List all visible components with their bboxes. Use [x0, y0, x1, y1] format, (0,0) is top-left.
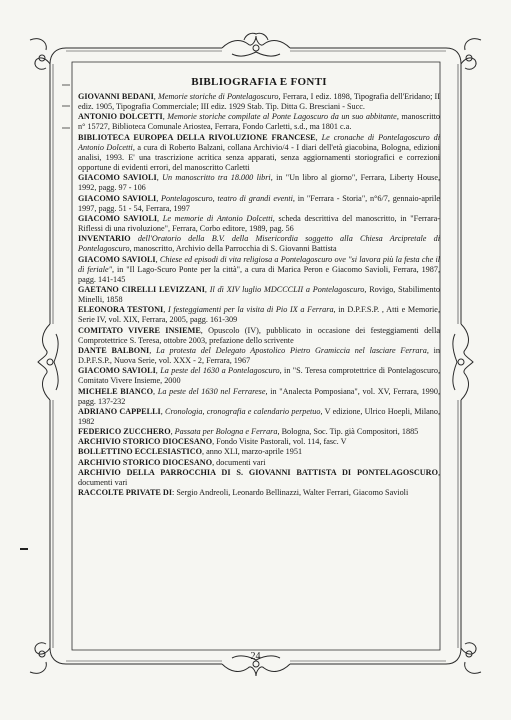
entry-author: ARCHIVIO STORICO DIOCESANO	[78, 457, 213, 467]
entry-details: , Ferrara, I ediz. 1898, Tipografia dell'Eridano; II ediz. 1905, Tipografia Commerciale; III ediz. 1929 Stab. Tip. Ditta G. Bresciani - Succ.	[78, 92, 441, 112]
entry-author: GIACOMO SAVIOLI	[78, 213, 158, 223]
entry-details: , manoscritto n° 15727, Biblioteca Comunale Ariostea, Ferrara, Fondo Carletti, s.d., ma 1801 c.a.	[78, 112, 441, 132]
entry-details: Fondo Visite Pastorali, vol. 114, fasc. V	[216, 437, 347, 447]
entry-separator: ,	[204, 284, 210, 294]
bibliography-entry	[78, 458, 440, 468]
entry-author: GIOVANNI BEDANI	[78, 92, 154, 101]
entry-separator: ,	[437, 467, 440, 477]
entry-details: , V edizione, Ulrico Hoepli, Milano, 1982	[78, 406, 440, 426]
entry-separator: ,	[160, 406, 166, 416]
entry-details: , in "Analecta Pomposiana", vol. XV, Ferrara, 1990, pagg. 137-232	[78, 386, 440, 406]
entry-title: Cronologia, cronografia e calendario perpetuo	[165, 406, 321, 416]
entry-details: Opuscolo (IV), pubblicato in occasione dei festeggiamenti della Comprotettrice S. Teresa, ottobre 2003, prefazione dello scrivente	[78, 325, 440, 345]
bibliography-entry	[78, 255, 440, 285]
entry-separator: ,	[202, 447, 207, 457]
entry-details: , in D.P.F.S.P. , Atti e Memorie, Serie IV, vol. XIX, Ferrara, 2005, pagg. 161-309	[78, 305, 440, 325]
bibliography-entry	[78, 488, 440, 498]
entry-details: , in "Il Lago-Scuro Ponte per la città", a cura di Marica Peron e Giacomo Savioli, Ferrara, 1987, pagg. 141-145	[78, 264, 440, 284]
entry-separator: ,	[156, 173, 163, 183]
entry-title: La peste del 1630 nel Ferrarese	[157, 386, 266, 396]
entry-separator: ,	[155, 366, 161, 376]
bibliography-entry	[78, 366, 440, 386]
entry-author: MICHELE BIANCO	[78, 386, 154, 396]
entry-separator: ,	[153, 386, 158, 396]
entry-title: Chiese ed episodi di vita religiosa a Pontelagoscuro ove "si lavora più la festa che il dì feriale"	[78, 254, 440, 274]
entry-author: GIACOMO SAVIOLI	[78, 254, 156, 264]
entry-author: RACCOLTE PRIVATE DI	[78, 488, 173, 498]
entry-details: , in "Ferrara - Storia", n°6/7, gennaio-aprile 1997, pagg. 51 - 54, Ferrara, 1997	[78, 193, 440, 213]
entry-title: dell'Oratorio della B.V. della Misericordia soggetto alla Chiesa Arcipretale di Pontelagoscuro	[78, 234, 440, 254]
bibliography-entry	[78, 133, 440, 174]
bibliography-entry	[78, 427, 440, 437]
entry-title: Il dì XIV luglio MDCCCLII a Pontelagoscuro	[209, 284, 365, 294]
entry-author: INVENTARIO	[78, 234, 131, 244]
entry-separator: ,	[149, 345, 157, 355]
entry-details: anno XLI, marzo-aprile 1951	[206, 447, 303, 457]
bibliography-entry	[78, 112, 440, 132]
entry-author: GIACOMO SAVIOLI	[78, 193, 157, 203]
entry-author: BOLLETTINO ECCLESIASTICO	[78, 447, 202, 457]
entry-separator	[131, 234, 138, 243]
entry-separator: :	[172, 488, 177, 498]
entry-author: ELEONORA TESTONI	[78, 305, 164, 315]
entry-separator: ,	[212, 457, 217, 467]
bibliography-entry	[78, 194, 440, 214]
entry-details: Sergio Andreoli, Leonardo Bellinazzi, Walter Ferrari, Giacomo Savioli	[176, 488, 409, 498]
entry-details: , Bologna, Soc. Tip. già Compositori, 1885	[277, 427, 419, 437]
entry-details: documenti vari	[78, 477, 128, 487]
entry-separator: ,	[200, 325, 209, 335]
entry-title: La peste del 1630 a Pontelagoscuro	[160, 366, 280, 376]
entry-author: GIACOMO SAVIOLI	[78, 173, 157, 183]
bibliography-entry	[78, 346, 440, 366]
entry-title: Memorie storiche compilate al Ponte Lagoscuro da un suo abbitante	[167, 112, 397, 122]
entry-author: ARCHIVIO STORICO DIOCESANO	[78, 437, 213, 447]
entry-separator: ,	[155, 254, 160, 264]
entry-title: Memorie storiche di Pontelagoscuro	[158, 92, 279, 101]
bibliography-entry	[78, 326, 440, 346]
entry-details: , in D.P.F.S.P., Nuova Serie, vol. XXX - 2, Ferrara, 1967	[78, 345, 441, 366]
entry-title: Pontelagoscuro, teatro di grandi eventi	[161, 193, 293, 203]
bibliography-entry	[78, 173, 440, 193]
bibliography-section	[78, 76, 440, 636]
entry-author: GAETANO CIRELLI LEVIZZANI	[78, 284, 205, 294]
bibliography-entry	[78, 437, 440, 447]
entry-details: documenti vari	[216, 457, 266, 467]
entry-separator: ,	[170, 427, 175, 437]
bibliography-entry	[78, 285, 440, 305]
entry-author: COMITATO VIVERE INSIEME	[78, 325, 201, 335]
entry-details: , manoscritto, Archivio della Parrocchia di S. Giovanni Battista	[129, 244, 337, 254]
entry-title: Passata per Bologna e Ferrara	[174, 427, 278, 437]
bibliography-entry	[78, 305, 440, 325]
entry-author: FEDERICO ZUCCHERO	[78, 427, 171, 437]
page-title: BIBLIOGRAFIA E FONTI	[191, 76, 327, 88]
entry-author: BIBLIOTECA EUROPEA DELLA RIVOLUZIONE FRANCESE	[78, 132, 316, 142]
entry-author: DANTE BALBONI	[78, 345, 150, 355]
entry-author: GIACOMO SAVIOLI	[78, 366, 156, 376]
bibliography-list	[78, 92, 440, 498]
entry-title: Un manoscritto tra 18.000 libri	[162, 173, 271, 183]
entry-details: , in "S. Teresa comprotettrice di Pontelagoscuro, Comitato Vivere Insieme, 2000	[78, 366, 440, 386]
bibliography-entry	[78, 387, 440, 407]
entry-separator: ,	[153, 92, 159, 101]
entry-details: , a cura di Roberto Balzani, collana Archivio/4 - I diari dell'età giacobina, Bologna, edizioni analisi, 1993. E' una trascrizione acritica senza apparati, senza aggiornamenti storiografici e correzioni opportune di evidenti errori, del manoscritto Carletti	[78, 142, 440, 173]
entry-author: ADRIANO CAPPELLI	[78, 406, 161, 416]
bibliography-entry	[78, 407, 440, 427]
page-number: 24	[250, 651, 261, 662]
bibliography-entry	[78, 92, 440, 112]
entry-title: La protesta del Delegato Apostolico Pietro Gramiccia nel lasciare Ferrara	[156, 345, 427, 355]
entry-details: , in "Un libro al giorno", Ferrara, Liberty House, 1992, pagg. 97 - 106	[78, 173, 441, 193]
entry-separator: ,	[315, 132, 322, 142]
entry-separator: ,	[163, 305, 168, 315]
entry-title: I festeggiamenti per la visita di Pio IX a Ferrara	[167, 305, 334, 315]
entry-author: ANTONIO DOLCETTI	[78, 112, 163, 122]
bibliography-entry	[78, 468, 440, 488]
entry-separator: ,	[157, 213, 163, 223]
entry-separator: ,	[212, 437, 217, 447]
margin-mark	[20, 548, 28, 550]
entry-title: Le memorie di Antonio Dolcetti	[162, 213, 273, 223]
entry-details: , Rovigo, Stabilimento Minelli, 1858	[78, 284, 440, 305]
entry-separator: ,	[162, 112, 168, 122]
bibliography-entry	[78, 234, 440, 254]
bibliography-entry	[78, 214, 440, 234]
entry-author: ARCHIVIO DELLA PARROCCHIA DI S. GIOVANNI BATTISTA DI PONTELAGOSCURO	[78, 467, 438, 477]
entry-separator: ,	[156, 193, 162, 203]
bibliography-entry	[78, 447, 440, 457]
entry-title: Le cronache di Pontelagoscuro di Antonio Dolcetti	[78, 132, 440, 152]
entry-details: , scheda descrittiva del manoscritto, in "Ferrara- Riflessi di una rivoluzione", Ferrara, Corbo editore, 1989, pag. 56	[78, 213, 441, 234]
